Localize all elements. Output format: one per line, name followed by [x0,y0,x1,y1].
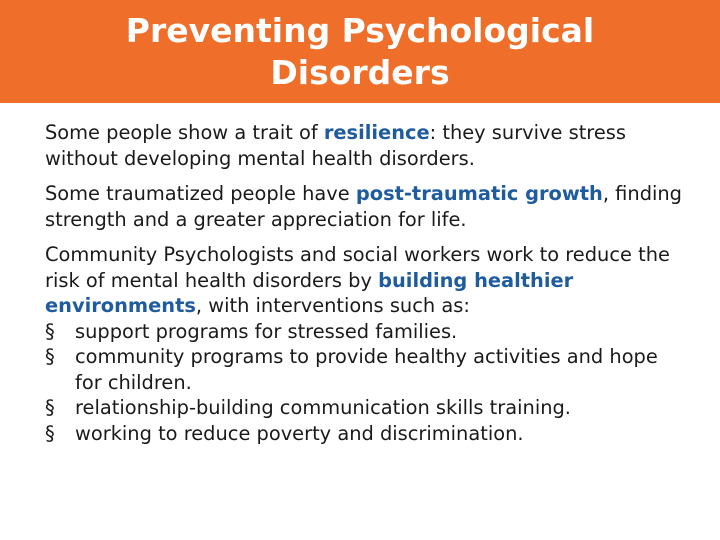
term-building-healthier-environments: building healthier environments [45,268,574,317]
paragraph-text: Community Psychologists and social workers work to reduce the risk of mental health disorders by [45,243,670,292]
paragraph-text: : they survive stress without developing mental health disorders. [45,121,626,170]
list-item-text: working to reduce poverty and discrimination. [75,421,524,445]
list-item [45,421,685,447]
bullet-icon: § [45,396,55,419]
paragraph-community-psychologists [45,242,685,319]
bullet-icon: § [45,345,55,368]
slide-body [45,120,685,446]
paragraph-text: Some traumatized people have [45,182,356,205]
paragraph-post-traumatic-growth [45,181,685,232]
slide-title: Preventing Psychological Disorders [125,10,595,92]
list-item-text: community programs to provide healthy activities and hope for children. [75,345,658,394]
title-bar [0,0,720,103]
paragraph-resilience [45,120,685,171]
interventions-list [45,319,685,447]
paragraph-text: , with interventions such as: [195,294,470,317]
paragraph-text: , finding strength and a greater appreciation for life. [45,182,682,231]
bullet-icon: § [45,319,55,343]
list-item [45,319,685,345]
list-item [45,395,685,421]
term-post-traumatic-growth: post-traumatic growth [355,182,603,205]
list-item-text: support programs for stressed families. [75,319,458,343]
term-resilience: resilience [323,121,430,144]
list-item [45,344,685,395]
bullet-icon: § [45,421,55,445]
list-item-text: relationship-building communication skills training. [75,396,571,419]
paragraph-text: Some people show a trait of [45,121,324,144]
